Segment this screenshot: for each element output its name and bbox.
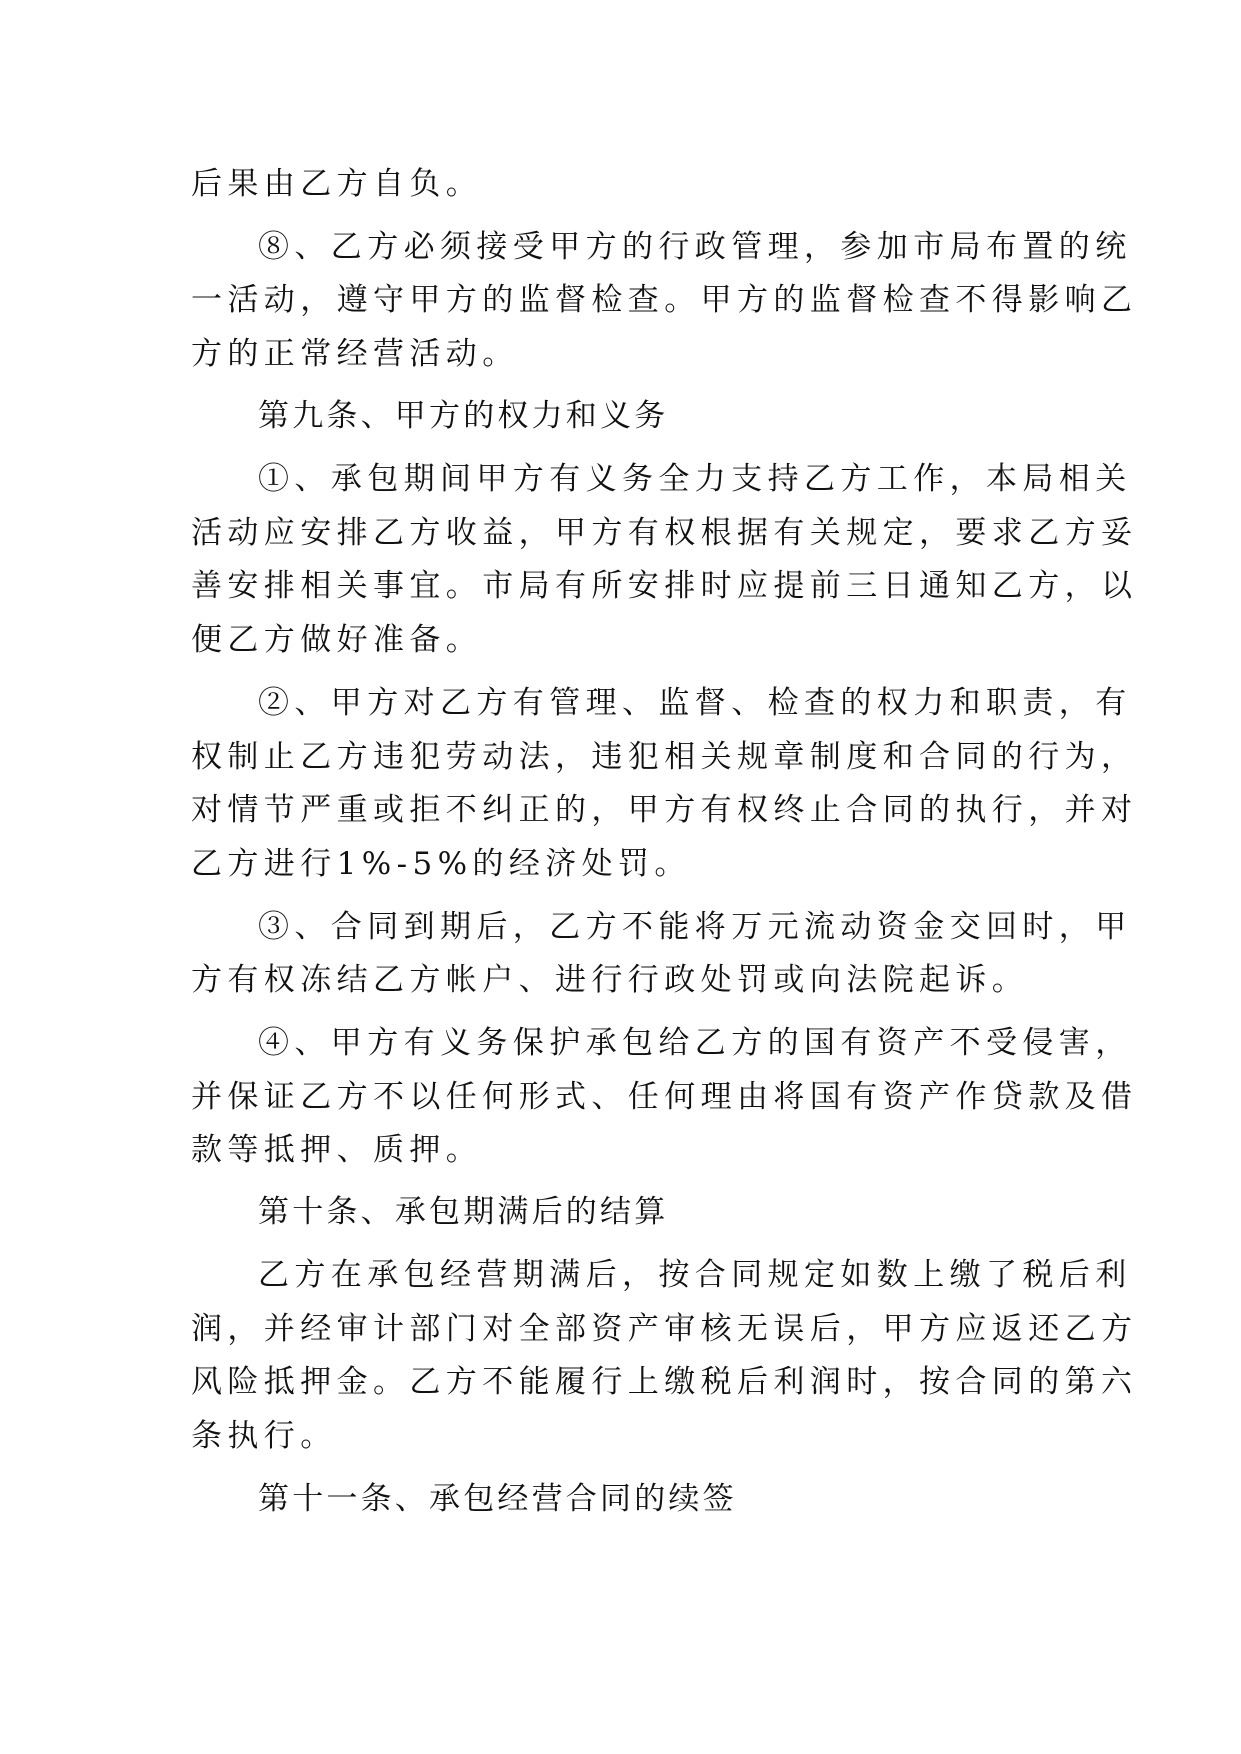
paragraph-line: 风险抵押金。乙方不能履行上缴税后利润时，按合同的第六 (191, 1364, 1138, 1400)
paragraph-line: 润，并经审计部门对全部资产审核无误后，甲方应返还乙方 (191, 1311, 1138, 1347)
paragraph-line: ①、承包期间甲方有义务全力支持乙方工作，本局相关 (258, 461, 1132, 497)
paragraph-line: 善安排相关事宜。市局有所安排时应提前三日通知乙方，以 (191, 568, 1138, 604)
section-heading: 第十条、承包期满后的结算 (258, 1194, 669, 1230)
paragraph-line: 一活动，遵守甲方的监督检查。甲方的监督检查不得影响乙 (191, 282, 1138, 318)
paragraph-line: 乙方在承包经营期满后，按合同规定如数上缴了税后利 (258, 1257, 1132, 1293)
section-heading: 第九条、甲方的权力和义务 (258, 398, 669, 434)
paragraph-line: 活动应安排乙方收益，甲方有权根据有关规定，要求乙方妥 (191, 515, 1138, 551)
paragraph-line: ③、合同到期后，乙方不能将万元流动资金交回时，甲 (258, 909, 1132, 945)
paragraph-line: 并保证乙方不以任何形式、任何理由将国有资产作贷款及借 (191, 1079, 1138, 1115)
paragraph-line: 方有权冻结乙方帐户、进行行政处罚或向法院起诉。 (191, 962, 1029, 998)
paragraph-line: 对情节严重或拒不纠正的，甲方有权终止合同的执行，并对 (191, 792, 1138, 828)
paragraph-line: 后果由乙方自负。 (191, 166, 483, 202)
paragraph-line: ②、甲方对乙方有管理、监督、检查的权力和职责，有 (258, 685, 1132, 721)
paragraph-line: 权制止乙方违犯劳动法，违犯相关规章制度和合同的行为， (191, 739, 1138, 775)
section-heading: 第十一条、承包经营合同的续签 (258, 1481, 737, 1517)
paragraph-line: ⑧、乙方必须接受甲方的行政管理，参加市局布置的统 (258, 229, 1132, 265)
paragraph-line: 条执行。 (191, 1418, 337, 1454)
paragraph-line: 便乙方做好准备。 (191, 622, 483, 658)
paragraph-line: 款等抵押、质押。 (191, 1132, 483, 1168)
paragraph-line: ④、甲方有义务保护承包给乙方的国有资产不受侵害， (258, 1025, 1132, 1061)
paragraph-line: 方的正常经营活动。 (191, 336, 519, 372)
paragraph-line: 乙方进行1%-5%的经济处罚。 (191, 846, 691, 882)
